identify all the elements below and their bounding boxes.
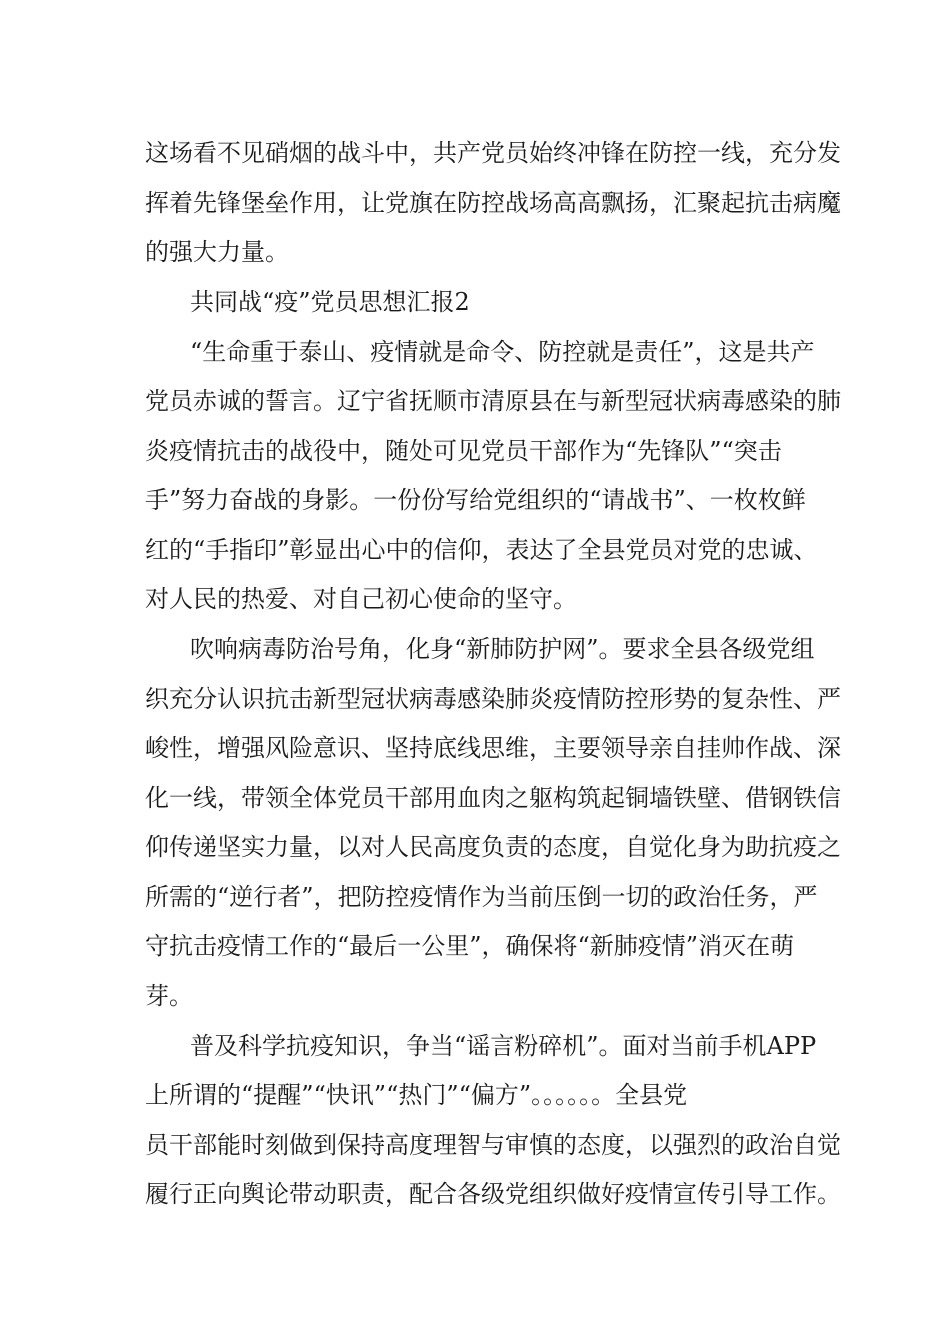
text-line: 吹响病毒防治号角，化身“新肺防护网”。要求全县各级党组: [190, 635, 815, 663]
text-line: 党员赤诚的誓言。辽宁省抚顺市清原县在与新型冠状病毒感染的肺: [145, 387, 841, 415]
text-line: 炎疫情抗击的战役中，随处可见党员干部作为“先锋队”“突击: [145, 437, 782, 465]
text-line: 所需的“逆行者”，把防控疫情作为当前压倒一切的政治任务，严: [145, 883, 818, 911]
text-line: 织充分认识抗击新型冠状病毒感染肺炎疫情防控形势的复杂性、严: [145, 685, 841, 713]
section-heading: 共同战“疫”党员思想汇报2: [190, 288, 470, 316]
text-line: 这场看不见硝烟的战斗中，共产党员始终冲锋在防控一线，充分发: [145, 139, 841, 167]
text-line: 挥着先锋堡垒作用，让党旗在防控战场高高飘扬，汇聚起抗击病魔: [145, 189, 841, 217]
text-line: 的强大力量。: [145, 238, 289, 266]
text-line: 手”努力奋战的身影。一份份写给党组织的“请战书”、一枚枚鲜: [145, 486, 806, 514]
text-line: 履行正向舆论带动职责，配合各级党组织做好疫情宣传引导工作。: [145, 1180, 841, 1208]
text-line: 芽。: [145, 982, 193, 1010]
text-line: “生命重于泰山、疫情就是命令、防控就是责任”，这是共产: [190, 338, 815, 366]
text-line: 普及科学抗疫知识，争当“谣言粉碎机”。面对当前手机APP: [190, 1032, 817, 1060]
text-line: 员干部能时刻做到保持高度理智与审慎的态度，以强烈的政治自觉: [145, 1131, 841, 1159]
text-line: 峻性，增强风险意识、坚持底线思维，主要领导亲自挂帅作战、深: [145, 734, 841, 762]
text-line: 化一线，带领全体党员干部用血肉之躯构筑起铜墙铁壁、借钢铁信: [145, 784, 841, 812]
text-line: 红的“手指印”彰显出心中的信仰，表达了全县党员对党的忠诚、: [145, 536, 818, 564]
text-line: 守抗击疫情工作的“最后一公里”，确保将“新肺疫情”消灭在萌: [145, 932, 795, 960]
text-line: 仰传递坚实力量，以对人民高度负责的态度，自觉化身为助抗疫之: [145, 833, 841, 861]
text-line: 上所谓的“提醒”“快讯”“热门”“偏方”。。。。。。全县党: [145, 1081, 688, 1109]
text-line: 对人民的热爱、对自己初心使命的坚守。: [145, 585, 577, 613]
